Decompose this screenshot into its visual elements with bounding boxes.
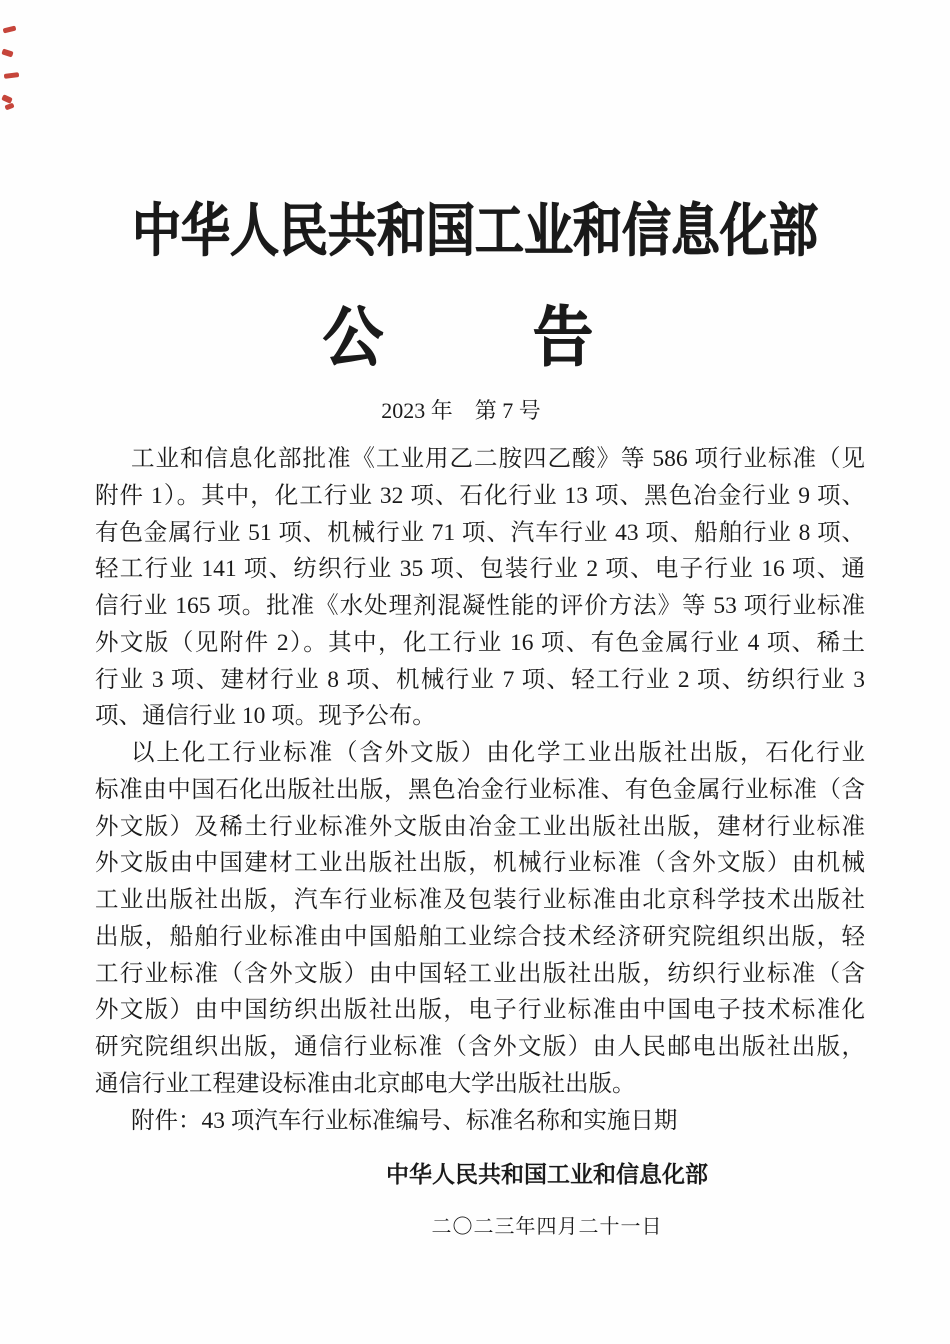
body-line: 附件 1）。其中，化工行业 32 项、石化行业 13 项、黑色冶金行业 9 项、: [95, 482, 865, 509]
body-line: 外文版由中国建材工业出版社出版，机械行业标准（含外文版）由机械: [95, 850, 865, 877]
red-pen-stroke: [4, 103, 14, 111]
red-pen-stroke: [1, 48, 13, 57]
body-line: 出版，船舶行业标准由中国船舶工业综合技术经济研究院组织出版，轻: [95, 923, 865, 950]
body-line: 项、通信行业 10 项。现予公布。: [95, 703, 436, 730]
body-line: 标准由中国石化出版社出版，黑色冶金行业标准、有色金属行业标准（含: [95, 776, 865, 803]
signature-date: 二〇二三年四月二十一日: [431, 1216, 663, 1238]
ministry-title: 中华人民共和国工业和信息化部: [131, 198, 818, 263]
document-body: [95, 441, 865, 1139]
body-line: 通信行业工程建设标准由北京邮电大学出版社出版。: [95, 1070, 636, 1097]
body-line: 外文版）由中国纺织出版社出版，电子行业标准由中国电子技术标准化: [95, 997, 865, 1024]
doc-type-char-gong: 公: [323, 302, 383, 374]
body-line: 工行业标准（含外文版）由中国轻工业出版社出版，纺织行业标准（含: [95, 960, 865, 987]
body-line: 有色金属行业 51 项、机械行业 71 项、汽车行业 43 项、船舶行业 8 项、: [95, 519, 865, 546]
signature-issuer: 中华人民共和国工业和信息化部: [386, 1162, 708, 1187]
doc-type-title: [0, 286, 933, 379]
body-line: 信行业 165 项。批准《水处理剂混凝性能的评价方法》等 53 项行业标准: [95, 593, 865, 619]
issue-number: 2023 年 第 7 号: [381, 398, 541, 423]
red-pen-marks: [0, 0, 30, 130]
body-line: 以上化工行业标准（含外文版）由化学工业出版社出版，石化行业: [131, 740, 865, 766]
body-line: 行业 3 项、建材行业 8 项、机械行业 7 项、轻工行业 2 项、纺织行业 3: [95, 666, 865, 693]
red-pen-stroke: [4, 72, 19, 79]
body-line: 研究院组织出版，通信行业标准（含外文版）由人民邮电出版社出版，: [95, 1034, 865, 1060]
body-line: 轻工行业 141 项、纺织行业 35 项、包装行业 2 项、电子行业 16 项、通: [95, 556, 865, 583]
body-line: 外文版）及稀土行业标准外文版由冶金工业出版社出版，建材行业标准: [95, 813, 865, 840]
body-line: 工业出版社出版，汽车行业标准及包装行业标准由北京科学技术出版社: [95, 887, 865, 913]
red-pen-stroke: [3, 26, 17, 34]
body-line: 工业和信息化部批准《工业用乙二胺四乙酸》等 586 项行业标准（见: [131, 446, 865, 472]
body-line: 外文版（见附件 2）。其中，化工行业 16 项、有色金属行业 4 项、稀土: [95, 629, 865, 656]
doc-type-char-gao: 告: [533, 302, 593, 374]
attachment-line: 附件：43 项汽车行业标准编号、标准名称和实施日期: [131, 1107, 678, 1134]
